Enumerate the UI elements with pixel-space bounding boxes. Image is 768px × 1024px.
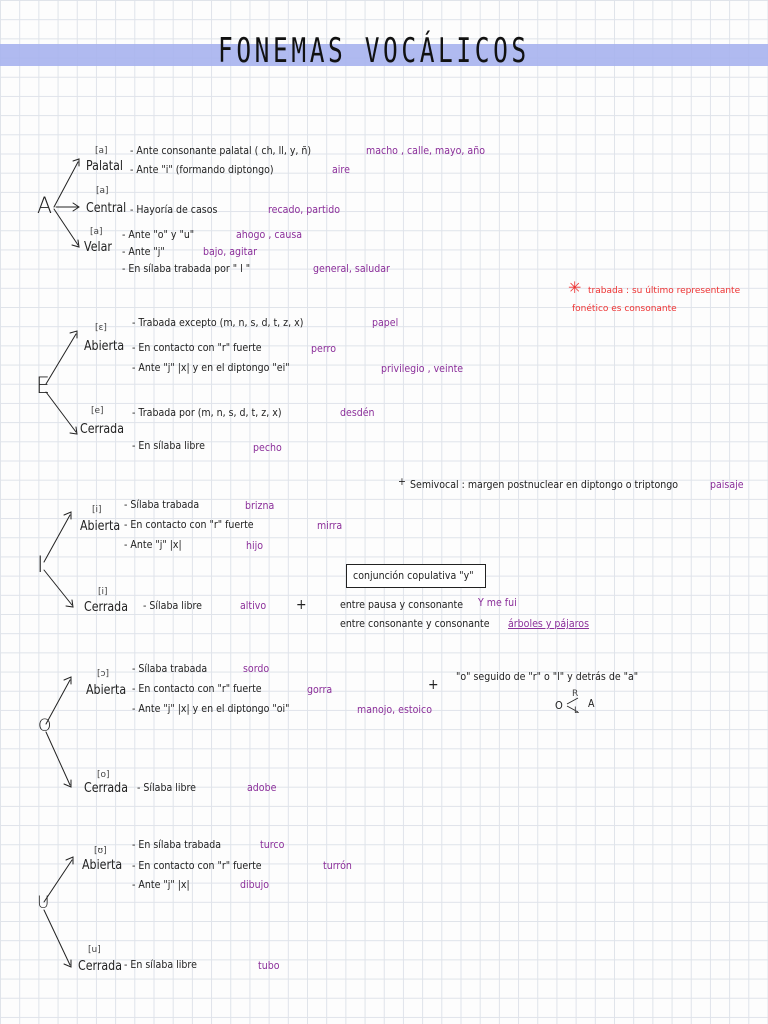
example-u-cerrada-1: tubo [258, 960, 280, 972]
rule-o-abierta-1: - Sílaba trabada [132, 663, 208, 675]
phoneme-i-abierta: [i] [92, 505, 102, 515]
example-a-velar-3: general, saludar [313, 263, 390, 275]
rule-a-velar-1: - Ante "o" y "u" [122, 229, 195, 241]
rule-u-cerrada-1: - En sílaba libre [124, 959, 197, 971]
o-rule-plus: + [428, 677, 439, 693]
example-a-velar-1: ahogo , causa [236, 229, 303, 241]
rule-e-cerrada-2: - En sílaba libre [132, 440, 205, 452]
phoneme-o-cerrada: [o] [97, 770, 110, 780]
example-u-abierta-2: turrón [323, 860, 352, 872]
example-o-cerrada-1: adobe [247, 782, 277, 794]
phoneme-a-velar: [a] [90, 227, 103, 237]
rule-e-abierta-1: - Trabada excepto (m, n, s, d, t, z, x) [132, 317, 304, 329]
rule-i-abierta-3: - Ante "j" |x| [124, 539, 182, 551]
label-i-abierta: Abierta [80, 519, 121, 534]
asterisk-icon: ✳ [568, 278, 582, 297]
example-a-velar-2: bajo, agitar [203, 246, 258, 258]
note-trabada-1: trabada : su último representante [588, 286, 741, 296]
semivocal-definition: Semivocal : margen postnuclear en diptongo o triptongo [410, 479, 679, 491]
label-o-cerrada: Cerrada [84, 781, 128, 796]
example-e-abierta-1: papel [372, 317, 399, 329]
example-o-abierta-2: gorra [307, 684, 333, 696]
example-u-abierta-1: turco [260, 839, 285, 851]
label-a-palatal: Palatal [86, 159, 123, 174]
rule-u-abierta-1: - En sílaba trabada [132, 839, 222, 851]
example-e-abierta-2: perro [311, 343, 337, 355]
label-u-abierta: Abierta [82, 858, 123, 873]
example-u-abierta-3: dibujo [240, 879, 270, 891]
o-diagram-r: R [572, 689, 579, 699]
phoneme-u-cerrada: [u] [88, 945, 101, 955]
rule-i-abierta-1: - Sílaba trabada [124, 499, 200, 511]
rule-e-abierta-2: - En contacto con "r" fuerte [132, 342, 262, 354]
box-conjuncion-text: conjunción copulativa "y" [353, 570, 474, 582]
label-u-cerrada: Cerrada [78, 959, 122, 974]
rule-a-central-1: - Hayoría de casos [130, 204, 218, 216]
rule-a-velar-2: - Ante "j" [122, 246, 165, 258]
phoneme-i-cerrada: [i] [98, 587, 108, 597]
page-title: FONEMAS VOCÁLICOS [218, 31, 530, 71]
example-i-cerrada-1: altivo [240, 600, 267, 612]
semivocal-example: paisaje [710, 479, 744, 491]
label-a-velar: Velar [84, 240, 112, 255]
example-i-abierta-3: hijo [246, 540, 264, 552]
rule-e-abierta-3: - Ante "j" |x| y en el diptongo "ei" [132, 362, 290, 374]
phoneme-e-cerrada: [e] [91, 406, 104, 416]
example-a-palatal-2: aire [332, 164, 350, 176]
label-o-abierta: Abierta [86, 683, 127, 698]
rule-u-abierta-2: - En contacto con "r" fuerte [132, 860, 262, 872]
phoneme-a-central: [a] [96, 186, 109, 196]
rule-i-abierta-2: - En contacto con "r" fuerte [124, 519, 254, 531]
vowel-u: U [37, 893, 50, 913]
example-y-2: árboles y pájaros [508, 618, 590, 630]
phoneme-e-abierta: [ɛ] [95, 323, 107, 333]
phoneme-o-abierta: [ɔ] [97, 669, 109, 679]
label-e-abierta: Abierta [84, 339, 125, 354]
example-a-central-1: recado, partido [268, 204, 341, 216]
vowel-o: O [38, 716, 52, 736]
rule-o-abierta-2: - En contacto con "r" fuerte [132, 683, 262, 695]
phoneme-u-abierta: [ʊ] [94, 846, 107, 856]
o-diagram-a: A [588, 698, 595, 710]
rule-a-palatal-2: - Ante "i" (formando diptongo) [130, 164, 274, 176]
label-i-cerrada: Cerrada [84, 600, 128, 615]
example-i-abierta-1: brizna [245, 500, 275, 512]
example-e-abierta-3: privilegio , veinte [381, 363, 464, 375]
rule-a-palatal-1: - Ante consonante palatal ( ch, ll, y, ñ) [130, 145, 312, 157]
rule-a-velar-3: - En sílaba trabada por " l " [122, 263, 251, 275]
vowel-e: E [36, 374, 50, 399]
box-conjuncion [346, 564, 486, 588]
note-trabada-2: fonético es consonante [572, 304, 677, 314]
rule-o-abierta-3: - Ante "j" |x| y en el diptongo "oi" [132, 703, 290, 715]
label-a-central: Central [86, 201, 127, 216]
rule-u-abierta-3: - Ante "j" |x| [132, 879, 190, 891]
example-e-cerrada-2: pecho [253, 442, 282, 454]
semivocal-plus: + [398, 476, 406, 488]
rule-y-1: entre pausa y consonante [340, 599, 464, 611]
example-a-palatal-1: macho , calle, mayo, año [366, 145, 485, 157]
rule-y-2: entre consonante y consonante [340, 618, 490, 630]
vowel-i: I [37, 553, 44, 578]
phoneme-a-palatal: [a] [95, 146, 108, 156]
o-rule-text: "o" seguido de "r" o "l" y detrás de "a" [456, 671, 639, 683]
example-y-1: Y me fui [478, 597, 517, 609]
rule-i-cerrada-1: - Sílaba libre [143, 600, 202, 612]
vowel-a: A [37, 194, 53, 219]
example-i-abierta-2: mirra [317, 520, 343, 532]
rule-e-cerrada-1: - Trabada por (m, n, s, d, t, z, x) [132, 407, 282, 419]
conjuncion-plus: + [296, 597, 307, 613]
example-e-cerrada-1: desdén [340, 407, 375, 419]
o-diagram-l: L [574, 706, 580, 716]
rule-o-cerrada-1: - Sílaba libre [137, 782, 196, 794]
example-o-abierta-1: sordo [243, 663, 270, 675]
o-diagram-o: O [555, 699, 563, 712]
label-e-cerrada: Cerrada [80, 422, 124, 437]
example-o-abierta-3: manojo, estoico [357, 704, 433, 716]
